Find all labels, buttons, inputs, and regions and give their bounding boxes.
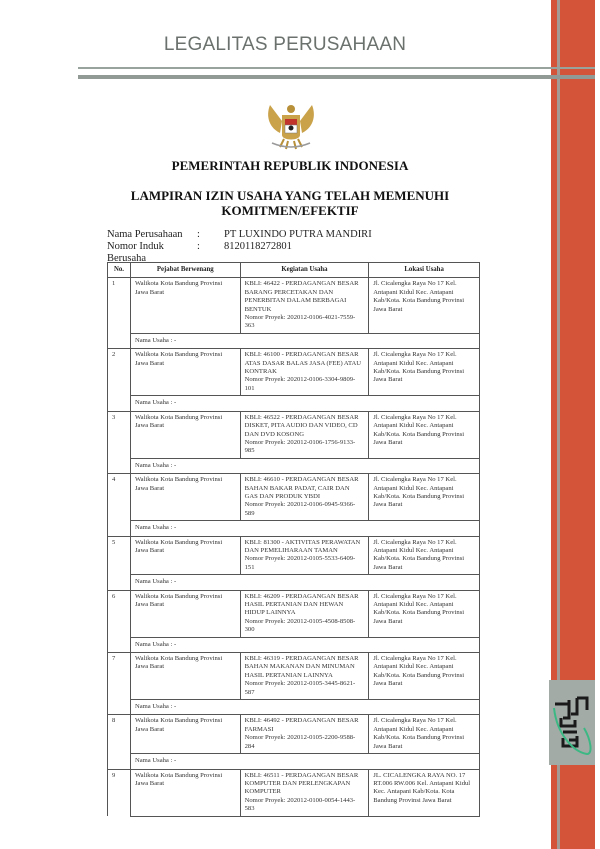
pejabat-cell: Walikota Kota Bandung Provinsi Jawa Barat bbox=[130, 769, 240, 816]
company-info bbox=[107, 229, 372, 265]
pejabat-cell: Walikota Kota Bandung Provinsi Jawa Barat bbox=[130, 590, 240, 637]
table-row bbox=[108, 653, 480, 700]
nib-colon: : bbox=[197, 241, 200, 252]
kegiatan-cell bbox=[240, 769, 369, 816]
header-kegiatan: Kegiatan Usaha bbox=[240, 263, 369, 278]
nama-usaha-row bbox=[108, 333, 480, 348]
kegiatan-cell bbox=[240, 590, 369, 637]
kbli-text: KBLI: 46522 - PERDAGANGAN BESAR DISKET, PITA AUDIO DAN VIDEO, CD DAN DVD KOSONG bbox=[244, 413, 359, 438]
nomor-proyek: Nomor Proyek: 202012-0100-0054-1443-583 bbox=[244, 796, 356, 813]
document-heading: PEMERINTAH REPUBLIK INDONESIA bbox=[171, 158, 409, 173]
kegiatan-cell bbox=[240, 349, 369, 396]
lokasi-cell: JL. CICALENGKA RAYA NO. 17 RT.006 RW.006 Kel. Antapani Kidul Kec. Antapani Kab/Kota. Kota Bandung Provinsi Jawa Barat bbox=[369, 769, 480, 816]
lokasi-cell: Jl. Cicalengka Raya No 17 Kel. Antapani Kidul Kec. Antapani Kab/Kota. Kota Bandung Provinsi Jawa Barat bbox=[369, 278, 480, 333]
company-monogram-logo bbox=[549, 680, 595, 765]
nomor-proyek: Nomor Proyek: 202012-0105-4508-8508-300 bbox=[244, 617, 356, 634]
lokasi-cell: Jl. Cicalengka Raya No 17 Kel. Antapani Kidul Kec. Antapani Kab/Kota. Kota Bandung Provinsi Jawa Barat bbox=[369, 715, 480, 754]
nama-usaha-row bbox=[108, 575, 480, 590]
row-number: 6 bbox=[108, 590, 131, 637]
nama-usaha-cell: Nama Usaha : - bbox=[130, 575, 479, 590]
table-row bbox=[108, 411, 480, 458]
pejabat-cell: Walikota Kota Bandung Provinsi Jawa Barat bbox=[130, 411, 240, 458]
header-divider-thick bbox=[78, 75, 595, 79]
table-row bbox=[108, 349, 480, 396]
document-subheading bbox=[100, 188, 480, 218]
license-table bbox=[107, 262, 480, 817]
row-number-spacer bbox=[108, 396, 131, 411]
nama-usaha-cell: Nama Usaha : - bbox=[130, 754, 479, 769]
company-name-label: Nama Perusahaan bbox=[107, 229, 183, 240]
nomor-proyek: Nomor Proyek: 202012-0106-3304-9809-101 bbox=[244, 376, 356, 392]
nama-usaha-row bbox=[108, 700, 480, 715]
nama-usaha-row bbox=[108, 637, 480, 652]
header-no: No. bbox=[108, 263, 131, 278]
lokasi-cell: Jl. Cicalengka Raya No 17 Kel. Antapani Kidul Kec. Antapani Kab/Kota. Kota Bandung Provinsi Jawa Barat bbox=[369, 349, 480, 396]
nomor-proyek: Nomor Proyek: 202012-0105-3445-8621-587 bbox=[244, 680, 356, 696]
nama-usaha-cell: Nama Usaha : - bbox=[130, 458, 479, 473]
table-row bbox=[108, 536, 480, 575]
page-margin bbox=[595, 0, 600, 849]
nama-usaha-cell: Nama Usaha : - bbox=[130, 521, 479, 536]
kbli-text: KBLI: 46492 - PERDAGANGAN BESAR FARMASI bbox=[244, 717, 359, 733]
subheading-line-2: KOMITMEN/EFEKTIF bbox=[221, 203, 359, 218]
nama-usaha-cell: Nama Usaha : - bbox=[130, 637, 479, 652]
pejabat-cell: Walikota Kota Bandung Provinsi Jawa Barat bbox=[130, 715, 240, 754]
table-body bbox=[108, 278, 480, 816]
nomor-proyek: Nomor Proyek: 202012-0105-2200-9588-284 bbox=[244, 734, 356, 750]
company-name-row bbox=[107, 229, 372, 241]
nama-usaha-cell: Nama Usaha : - bbox=[130, 333, 479, 348]
kbli-text: KBLI: 46100 - PERDAGANGAN BESAR ATAS DASAR BALAS JASA (FEE) ATAU KONTRAK bbox=[244, 351, 361, 376]
kbli-text: KBLI: 46319 - PERDAGANGAN BESAR BAHAN MAKANAN DAN MINUMAN HASIL PERTANIAN LAINNYA bbox=[244, 655, 359, 679]
row-number-spacer bbox=[108, 458, 131, 473]
lokasi-cell: Jl. Cicalengka Raya No 17 Kel. Antapani Kidul Kec. Antapani Kab/Kota. Kota Bandung Provinsi Jawa Barat bbox=[369, 474, 480, 521]
nama-usaha-row bbox=[108, 396, 480, 411]
monogram-icon bbox=[549, 680, 595, 765]
garuda-emblem-icon bbox=[262, 99, 320, 153]
table-row bbox=[108, 769, 480, 816]
kbli-text: KBLI: 46209 - PERDAGANGAN BESAR HASIL PERTANIAN DAN HEWAN HIDUP LAINNYA bbox=[244, 592, 359, 617]
row-number: 5 bbox=[108, 536, 131, 575]
kbli-text: KBLI: 81300 - AKTIVITAS PERAWATAN DAN PEMELIHARAAN TAMAN bbox=[244, 538, 361, 554]
nomor-proyek: Nomor Proyek: 202012-0105-5533-6409-151 bbox=[244, 555, 356, 571]
nomor-proyek: Nomor Proyek: 202012-0106-4021-7559-363 bbox=[244, 314, 356, 330]
table-row bbox=[108, 474, 480, 521]
kegiatan-cell bbox=[240, 653, 369, 700]
kegiatan-cell bbox=[240, 411, 369, 458]
pejabat-cell: Walikota Kota Bandung Provinsi Jawa Barat bbox=[130, 278, 240, 333]
kbli-text: KBLI: 46422 - PERDAGANGAN BESAR BARANG PERCETAKAN DAN PENERBITAN DALAM BERBAGAI BENTUK bbox=[244, 280, 359, 313]
company-name-colon: : bbox=[197, 229, 200, 240]
pejabat-cell: Walikota Kota Bandung Provinsi Jawa Barat bbox=[130, 349, 240, 396]
nib-value: 8120118272801 bbox=[224, 241, 292, 252]
kegiatan-cell bbox=[240, 278, 369, 333]
lokasi-cell: Jl. Cicalengka Raya No 17 Kel. Antapani Kidul Kec. Antapani Kab/Kota. Kota Bandung Provinsi Jawa Barat bbox=[369, 653, 480, 700]
row-number: 4 bbox=[108, 474, 131, 521]
row-number: 3 bbox=[108, 411, 131, 458]
header-pejabat: Pejabat Berwenang bbox=[130, 263, 240, 278]
pejabat-cell: Walikota Kota Bandung Provinsi Jawa Barat bbox=[130, 536, 240, 575]
company-name-value: PT LUXINDO PUTRA MANDIRI bbox=[224, 229, 372, 240]
page-title: LEGALITAS PERUSAHAAN bbox=[163, 34, 407, 55]
nama-usaha-cell: Nama Usaha : - bbox=[130, 700, 479, 715]
nib-label: Nomor Induk Berusaha bbox=[107, 241, 164, 264]
kegiatan-cell bbox=[240, 474, 369, 521]
nama-usaha-row bbox=[108, 521, 480, 536]
kegiatan-cell bbox=[240, 536, 369, 575]
nomor-proyek: Nomor Proyek: 202012-0106-0945-9366-589 bbox=[244, 501, 356, 517]
nama-usaha-row bbox=[108, 754, 480, 769]
nomor-proyek: Nomor Proyek: 202012-0106-1756-9133-985 bbox=[244, 438, 356, 455]
table-header-row bbox=[108, 263, 480, 278]
header-lokasi: Lokasi Usaha bbox=[369, 263, 480, 278]
row-number: 1 bbox=[108, 278, 131, 333]
row-number-spacer bbox=[108, 700, 131, 715]
nama-usaha-row bbox=[108, 458, 480, 473]
lokasi-cell: Jl. Cicalengka Raya No 17 Kel. Antapani Kidul Kec. Antapani Kab/Kota. Kota Bandung Provinsi Jawa Barat bbox=[369, 411, 480, 458]
nama-usaha-cell: Nama Usaha : - bbox=[130, 396, 479, 411]
row-number-spacer bbox=[108, 754, 131, 769]
row-number-spacer bbox=[108, 575, 131, 590]
lokasi-cell: Jl. Cicalengka Raya No 17 Kel. Antapani Kidul Kec. Antapani Kab/Kota. Kota Bandung Provinsi Jawa Barat bbox=[369, 536, 480, 575]
row-number-spacer bbox=[108, 333, 131, 348]
row-number: 2 bbox=[108, 349, 131, 396]
garuda-pancasila-emblem bbox=[262, 99, 320, 153]
kbli-text: KBLI: 46610 - PERDAGANGAN BESAR BAHAN BAKAR PADAT, CAIR DAN GAS DAN PRODUK YBDI bbox=[244, 476, 359, 500]
header-divider-thin bbox=[78, 67, 595, 69]
kbli-text: KBLI: 46511 - PERDAGANGAN BESAR KOMPUTER DAN PERLENGKAPAN KOMPUTER bbox=[244, 771, 359, 796]
pejabat-cell: Walikota Kota Bandung Provinsi Jawa Barat bbox=[130, 653, 240, 700]
pejabat-cell: Walikota Kota Bandung Provinsi Jawa Barat bbox=[130, 474, 240, 521]
lokasi-cell: Jl. Cicalengka Raya No 17 Kel. Antapani Kidul Kec. Antapani Kab/Kota. Kota Bandung Provinsi Jawa Barat bbox=[369, 590, 480, 637]
row-number-spacer bbox=[108, 637, 131, 652]
row-number-spacer bbox=[108, 521, 131, 536]
row-number: 8 bbox=[108, 715, 131, 754]
table-row bbox=[108, 715, 480, 754]
row-number: 7 bbox=[108, 653, 131, 700]
row-number: 9 bbox=[108, 769, 131, 816]
subheading-line-1: LAMPIRAN IZIN USAHA YANG TELAH MEMENUHI bbox=[130, 188, 450, 203]
table-row bbox=[108, 278, 480, 333]
kegiatan-cell bbox=[240, 715, 369, 754]
table-row bbox=[108, 590, 480, 637]
